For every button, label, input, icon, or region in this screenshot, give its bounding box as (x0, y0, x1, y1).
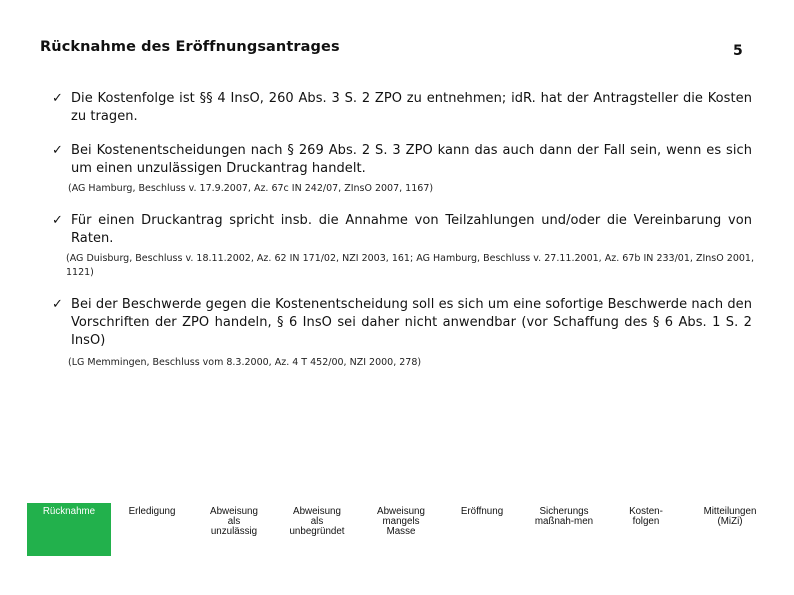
nav-label: Eröffnung (460, 506, 504, 517)
nav-label: Kosten- folgen (629, 506, 663, 527)
nav-kostenfolgen[interactable] (607, 503, 685, 556)
bullet-text: Bei Kostenentscheidungen nach § 269 Abs. 2 S. 3 ZPO kann das auch dann der Fall sein, wenn es sich um einen unzulässigen Druckantrag handelt. (71, 143, 752, 176)
page-number: 5 (733, 43, 743, 59)
nav-abweisung-mangels-masse[interactable] (359, 503, 443, 556)
nav-ruecknahme[interactable] (27, 503, 111, 556)
citation: (LG Memmingen, Beschluss vom 8.3.2000, Az. 4 T 452/00, NZI 2000, 278) (68, 357, 422, 368)
bullet-item (52, 142, 752, 178)
nav-sicherungsmassnahmen[interactable] (521, 503, 607, 556)
nav-label: Mitteilungen (MiZi) (703, 506, 757, 527)
citation: (AG Duisburg, Beschluss v. 18.11.2002, Az. 62 IN 171/02, NZI 2003, 161; AG Hamburg, Beschluss v. 27.11.2001, Az. 67b IN 233/01, ZInsO 2001, 1121) (66, 253, 754, 278)
nav-abweisung-unzulaessig[interactable] (193, 503, 275, 556)
bullet-text: Für einen Druckantrag spricht insb. die Annahme von Teilzahlungen und/oder die Vereinbarung von Raten. (71, 213, 752, 246)
nav-label: Abweisung als unzulässig (210, 506, 258, 537)
nav-abweisung-unbegruendet[interactable] (275, 503, 359, 556)
citation: (AG Hamburg, Beschluss v. 17.9.2007, Az. 67c IN 242/07, ZInsO 2007, 1167) (68, 183, 434, 194)
nav-erledigung[interactable] (111, 503, 193, 556)
checkmark-icon: ✓ (52, 91, 63, 106)
nav-label: Rücknahme (42, 506, 96, 517)
checkmark-icon: ✓ (52, 297, 63, 312)
nav-eroeffnung[interactable] (443, 503, 521, 556)
bullet-text: Die Kostenfolge ist §§ 4 InsO, 260 Abs. 3 S. 2 ZPO zu entnehmen; idR. hat der Antragsteller die Kosten zu tragen. (71, 91, 752, 124)
page-title: Rücknahme des Eröffnungsantrages (40, 39, 340, 55)
checkmark-icon: ✓ (52, 143, 63, 158)
bullet-item (52, 90, 752, 126)
nav-label: Sicherungs maßnah-men (534, 506, 594, 527)
bullet-text: Bei der Beschwerde gegen die Kostenentscheidung soll es sich um eine sofortige Beschwerde nach den Vorschriften der ZPO handeln, § 6 InsO sei daher nicht anwendbar (vor Schaffung des § 6 Abs. 1 S. 2 InsO) (71, 297, 752, 348)
bullet-item (52, 296, 752, 350)
checkmark-icon: ✓ (52, 213, 63, 228)
bottom-navigation (27, 503, 777, 556)
nav-mitteilungen[interactable] (685, 503, 775, 556)
nav-label: Erledigung (128, 506, 176, 517)
bullet-item (52, 212, 752, 248)
nav-label: Abweisung als unbegründet (289, 506, 345, 537)
nav-label: Abweisung mangels Masse (377, 506, 425, 537)
